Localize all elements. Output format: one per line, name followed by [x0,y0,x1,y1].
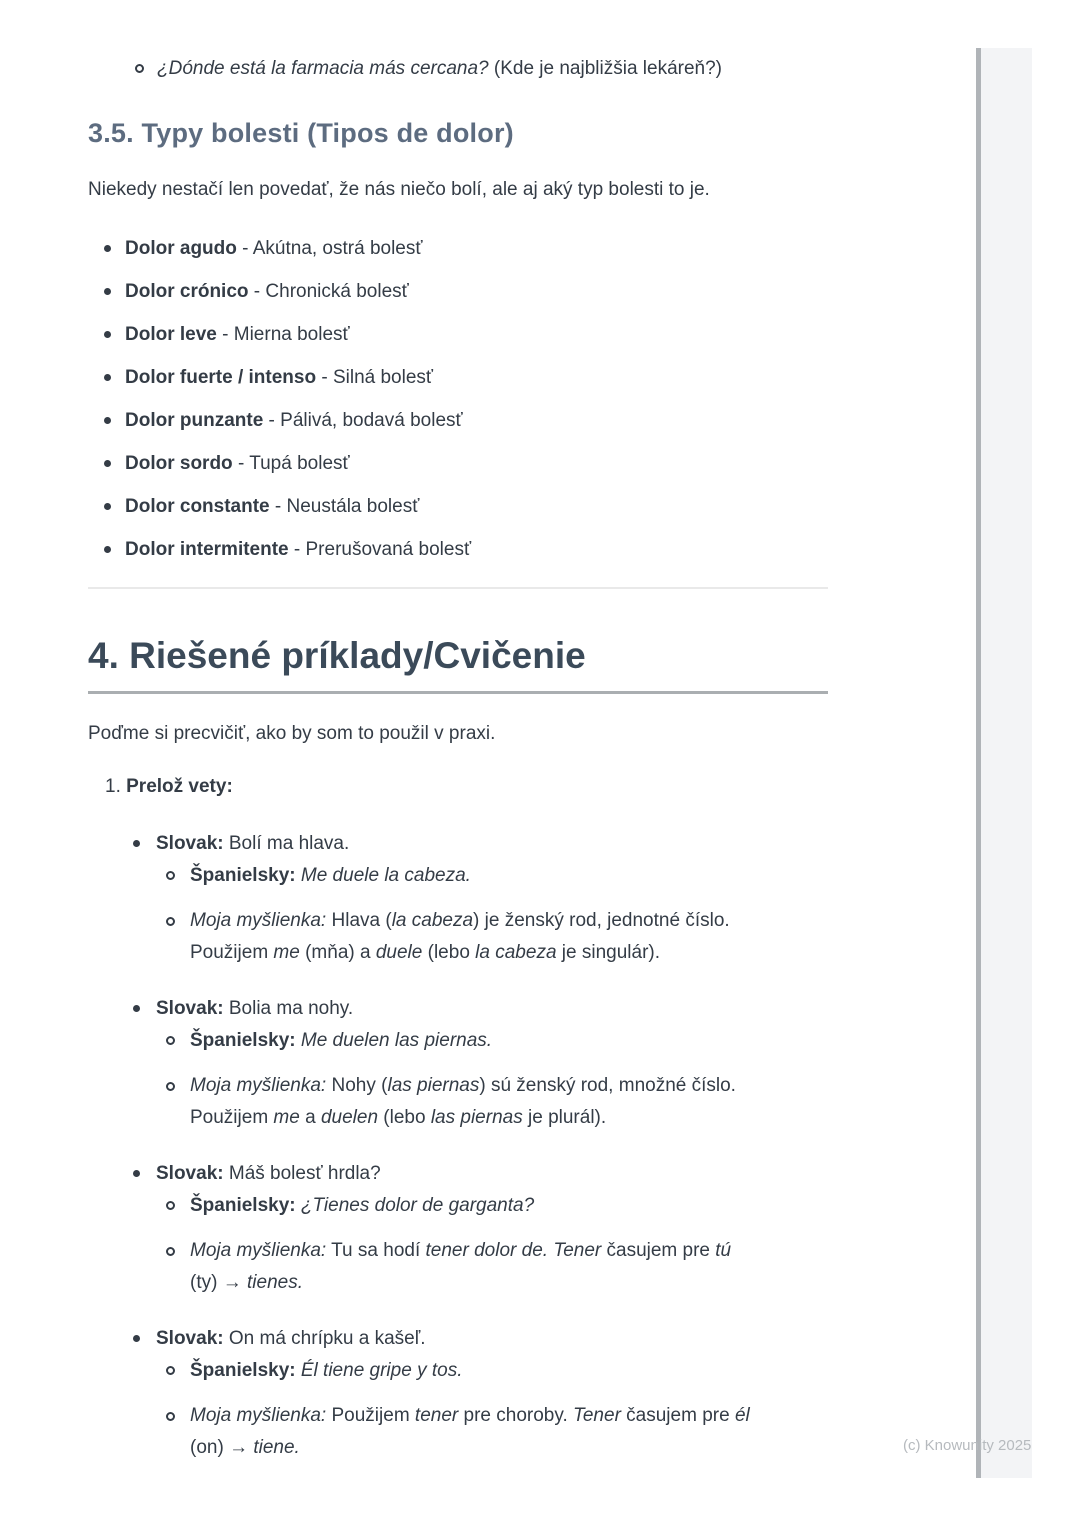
text-segment: (Kde je najbližšia lekáreň?) [488,58,723,79]
text-segment: Španielsky: [190,1030,296,1051]
text-segment: las piernas [387,1075,480,1096]
section-divider [88,587,828,589]
text-segment: - Neustála bolesť [269,496,420,517]
text-segment: Bolí ma hlava. [223,833,350,854]
text-segment: tiene. [253,1437,300,1458]
text-segment: je singulár). [556,942,661,963]
text-segment: tienes. [247,1272,303,1293]
text-segment: Použijem [326,1405,415,1426]
list-item-dolor-cronico [88,278,828,305]
spanish-line [88,1357,828,1384]
text-segment: Dolor constante [125,496,270,517]
slovak-line [88,1325,828,1352]
section-3-5-intro: Niekedy nestačí len povedať, že nás niečo bolí, ale aj aký typ bolesti to je. [88,179,710,200]
thought-line [88,1235,828,1299]
text-segment: Moja myšlienka: [190,1075,327,1096]
text-segment: Me duelen las piernas. [295,1030,493,1051]
text-segment: Dolor agudo [125,238,237,259]
text-segment: Moja myšlienka: [190,910,327,931]
example-group-2 [88,995,828,1134]
text-segment: Moja myšlienka: [190,1405,327,1426]
scrollbar-track[interactable] [976,48,1032,1478]
pain-types-list [88,235,828,563]
list-item-dolor-agudo [88,235,828,262]
text-segment: časujem pre [601,1240,716,1261]
text-segment: Prelož vety: [126,776,233,797]
text-segment: duelen [320,1107,379,1128]
exercise-item-1 [88,773,828,800]
list-item-farmacia [88,55,828,82]
text-segment: Tu sa hodí [326,1240,426,1261]
section-4-heading: 4. Riešené príklady/Cvičenie [88,631,828,694]
section-3-5-heading: 3.5. Typy bolesti (Tipos de dolor) [88,118,514,148]
text-segment: Slovak: [156,1328,224,1349]
text-segment: la cabeza [475,942,557,963]
slovak-line [88,830,828,857]
text-segment: Dolor intermitente [125,539,289,560]
text-segment: Španielsky: [190,1360,296,1381]
text-segment: Španielsky: [190,865,296,886]
text-segment: - Akútna, ostrá bolesť [236,238,423,259]
copyright-watermark: (c) Knowunity 2025 [903,1437,1032,1454]
text-segment: Él tiene gripe y tos. [295,1360,463,1381]
thought-line [88,1070,828,1134]
text-segment: - Tupá bolesť [232,453,350,474]
list-item-dolor-sordo [88,450,828,477]
spanish-line [88,862,828,889]
text-segment: Bolia ma nohy. [223,998,354,1019]
text-segment: duele [375,942,423,963]
text-segment: Slovak: [156,998,224,1019]
slovak-line [88,1160,828,1187]
text-segment: ¿Tienes dolor de garganta? [295,1195,535,1216]
text-segment: - Silná bolesť [316,367,434,388]
list-item-dolor-fuerte [88,364,828,391]
text-segment: tener dolor de. [425,1240,549,1261]
text-segment: Nohy ( [326,1075,388,1096]
thought-line [88,1400,828,1464]
text-segment: Hlava ( [326,910,392,931]
slovak-line [88,995,828,1022]
text-segment: (lebo [378,1107,431,1128]
text-segment: Španielsky: [190,1195,296,1216]
text-segment: (ty) → [190,1272,247,1293]
text-segment: me [273,942,300,963]
text-segment: Dolor leve [125,324,217,345]
spanish-line [88,1192,828,1219]
text-segment: ) je ženský rod, jednotné číslo. [473,910,730,931]
spanish-line [88,1027,828,1054]
text-segment: la cabeza [391,910,474,931]
text-segment: je plurál). [522,1107,607,1128]
text-segment: Me duele la cabeza. [295,865,471,886]
examples-list [88,830,828,1464]
text-segment: časujem pre [620,1405,735,1426]
text-segment: pre choroby. [458,1405,573,1426]
text-segment: - Pálivá, bodavá bolesť [263,410,463,431]
list-item-dolor-intermitente [88,536,828,563]
text-segment: Použijem [190,1107,274,1128]
example-group-4 [88,1325,828,1464]
text-segment: tener [414,1405,459,1426]
list-item-dolor-constante [88,493,828,520]
section-4-intro: Poďme si precvičiť, ako by som to použil v praxi. [88,723,496,744]
text-segment: él [734,1405,750,1426]
text-segment: - Chronická bolesť [248,281,409,302]
text-segment: ) sú ženský rod, množné číslo. [479,1075,736,1096]
text-segment: Slovak: [156,833,224,854]
text-segment: tú [715,1240,732,1261]
text-segment: ¿Dónde está la farmacia más cercana? [157,58,489,79]
thought-line [88,905,828,969]
text-segment: - Mierna bolesť [216,324,350,345]
text-segment: Dolor sordo [125,453,233,474]
example-group-1 [88,830,828,969]
example-group-3 [88,1160,828,1299]
text-segment: (lebo [422,942,476,963]
text-segment: me [273,1107,300,1128]
text-segment: Dolor crónico [125,281,249,302]
text-segment: Použijem [190,942,274,963]
text-segment: - Prerušovaná bolesť [288,539,472,560]
text-segment: (on) → [190,1437,254,1458]
text-segment: (mňa) a [299,942,376,963]
text-segment: a [299,1107,321,1128]
text-segment: Dolor punzante [125,410,264,431]
list-item-dolor-leve [88,321,828,348]
document-content [88,0,828,1490]
text-segment: Máš bolesť hrdla? [223,1163,381,1184]
text-segment: 1. [105,776,127,797]
text-segment: las piernas [430,1107,523,1128]
text-segment: Dolor fuerte / intenso [125,367,317,388]
text-segment: Moja myšlienka: [190,1240,327,1261]
text-segment: Tener [553,1240,602,1261]
text-segment: Tener [573,1405,621,1426]
list-item-dolor-punzante [88,407,828,434]
text-segment: Slovak: [156,1163,224,1184]
text-segment: On má chrípku a kašeľ. [223,1328,426,1349]
